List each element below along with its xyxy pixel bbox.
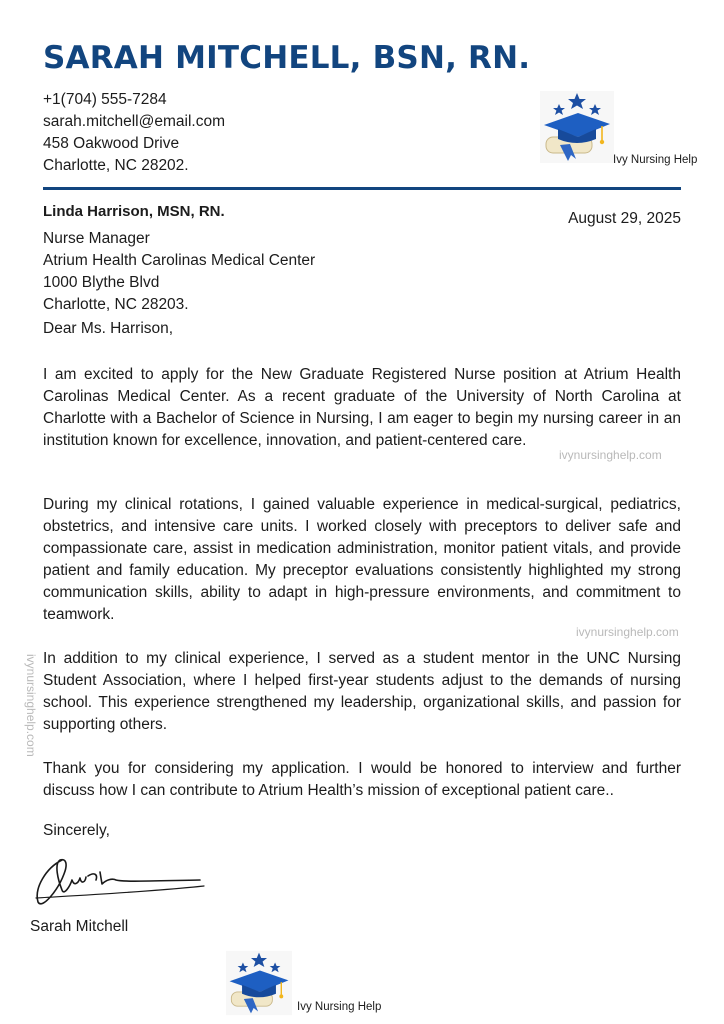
graduation-cap-logo-icon	[540, 91, 614, 163]
recipient-name: Linda Harrison, MSN, RN.	[43, 203, 225, 220]
header-logo-label: Ivy Nursing Help	[613, 154, 698, 166]
recipient-city: Charlotte, NC 28203.	[43, 296, 189, 313]
applicant-name: SARAH MITCHELL, BSN, RN.	[43, 40, 531, 76]
applicant-phone: +1(704) 555-7284	[43, 91, 167, 108]
watermark-text: ivynursinghelp.com	[559, 448, 662, 462]
applicant-email: sarah.mitchell@email.com	[43, 113, 225, 130]
handwritten-signature-image	[28, 850, 208, 912]
watermark-vertical-text: ivynursinghelp.com	[24, 654, 38, 757]
footer-logo-label: Ivy Nursing Help	[297, 1001, 382, 1013]
recipient-street: 1000 Blythe Blvd	[43, 274, 160, 291]
body-paragraph-intro: I am excited to apply for the New Graduate Registered Nurse position at Atrium Health Carolinas Medical Center. As a recent graduate of the University of North Carolina at Charlotte with a Bachelor of Science in Nursing, I am eager to begin my nursing career in an institution known for excellence, innovation, and patient-centered care.	[43, 366, 681, 449]
recipient-address-block	[43, 228, 315, 316]
signer-name: Sarah Mitchell	[30, 918, 129, 935]
salutation: Dear Ms. Harrison,	[43, 320, 174, 337]
applicant-street: 458 Oakwood Drive	[43, 135, 180, 152]
recipient-title: Nurse Manager	[43, 230, 150, 247]
body-paragraph-leadership: In addition to my clinical experience, I served as a student mentor in the UNC Nursing Student Association, where I helped first-year students adjust to the demands of nursing school. This experience strengthened my leadership, organizational skills, and passion for supporting others.	[43, 650, 681, 733]
letter-date: August 29, 2025	[568, 210, 681, 227]
applicant-contact-block	[43, 89, 225, 177]
header-divider	[43, 187, 681, 190]
body-paragraph-clinical: During my clinical rotations, I gained valuable experience in medical-surgical, pediatrics, obstetrics, and intensive care units. I worked closely with preceptors to deliver safe and compassionate care, assist in medication administration, monitor patient vitals, and provide patient and family education. My preceptor evaluations consistently highlighted my strong communication skills, ability to adapt in high-pressure environments, and commitment to teamwork.	[43, 496, 681, 623]
recipient-organization: Atrium Health Carolinas Medical Center	[43, 252, 316, 269]
watermark-text: ivynursinghelp.com	[576, 625, 679, 639]
closing-line: Sincerely,	[43, 822, 110, 839]
graduation-cap-logo-icon	[226, 950, 292, 1016]
body-paragraph-closing: Thank you for considering my application. I would be honored to interview and further discuss how I can contribute to Atrium Health’s mission of exceptional patient care..	[43, 760, 681, 799]
applicant-city: Charlotte, NC 28202.	[43, 157, 189, 174]
